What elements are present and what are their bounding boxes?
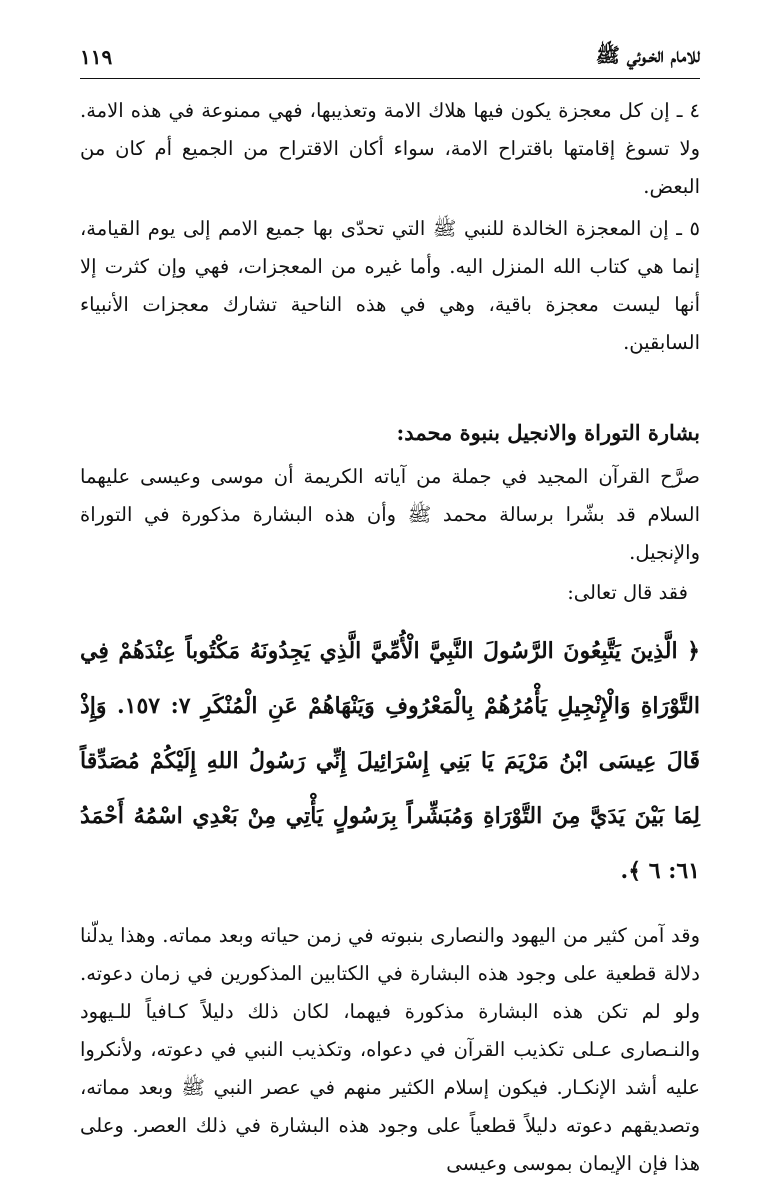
intro-paragraph: صرَّح القرآن المجيد في جملة من آياته الكريمة أن موسى وعيسى عليهما السلام قد بشّرا برسالة محمد ﷺ وأن هذه البشارة مذكورة في التوراة والإنجيل. (80, 465, 700, 564)
paragraph-point-4: ٤ ـ إن كل معجزة يكون فيها هلاك الامة وتعذيبها، فهي ممنوعة في هذه الامة. ولا تسوغ إقامتها باقتراح الامة، سواء أكان الاقتراح من الجميع أم كان من البعض. (80, 99, 700, 198)
page-body (80, 92, 700, 1183)
header-title: للامام الخـوئي ﷺ (595, 42, 700, 67)
section-heading: بشارة التوراة والانجيل بنبوة محمد: (396, 420, 700, 445)
running-header (80, 36, 700, 79)
closing-paragraph: وقد آمن كثير من اليهود والنصارى بنبوته في زمن حياته وبعد مماته. وهذا يدلّنا دلالة قطعية على وجود هذه البشارة في الكتابين المذكورين في زمان دعوته. ولو لم تكن هذه البشارة مذكورة فيهما، لكان ذلك دليلاً كـافياً للـيهود والنـصارى عـلى تكذيب القرآن في دعواه، وتكذيب النبي في دعوته، ولأنكروا عليه أشد الإنكـار. فيكون إسلام الكثير منهم في عصر النبي ﷺ وبعد مماته، وتصديقهم دعوته دليلاً قطعياً على وجود هذه البشارة في ذلك العصر. وعلى هذا فإن الإيمان بموسى وعيسى (80, 924, 700, 1175)
quran-verse: ﴿ الَّذِينَ يَتَّبِعُونَ الرَّسُولَ النَّبِيَّ الْأُمِّيَّ الَّذِي يَجِدُونَهُ مَكْتُوباً عِنْدَهُمْ فِي التَّوْرَاةِ وَالْإِنْجِيلِ يَأْمُرُهُمْ بِالْمَعْرُوفِ وَيَنْهَاهُمْ عَنِ الْمُنْكَرِ ٧: ١٥٧. وَإِذْ قَالَ عِيسَى ابْنُ مَرْيَمَ يَا بَنِي إِسْرَائِيلَ إِنِّي رَسُولُ اللهِ إِلَيْكُمْ مُصَدِّقاً لِمَا بَيْنَ يَدَيَّ مِنَ التَّوْرَاةِ وَمُبَشِّراً بِرَسُولٍ يَأْتِي مِنْ بَعْدِي اسْمُهُ أَحْمَدُ ٦١: ٦ ﴾. (80, 638, 700, 884)
quote-intro: فقد قال تعالى: (567, 581, 688, 604)
paragraph-point-5: ٥ ـ إن المعجزة الخالدة للنبي ﷺ التي تحدّى بها جميع الامم إلى يوم القيامة، إنما هي كتاب الله المنزل اليه. وأما غيره من المعجزات، فهي وإن كثرت إلا أنها ليست معجزة باقية، وهي في هذه الناحية تشارك معجزات الأنبياء السابقين. (80, 217, 700, 354)
page-number: ١١٩ (80, 45, 113, 69)
